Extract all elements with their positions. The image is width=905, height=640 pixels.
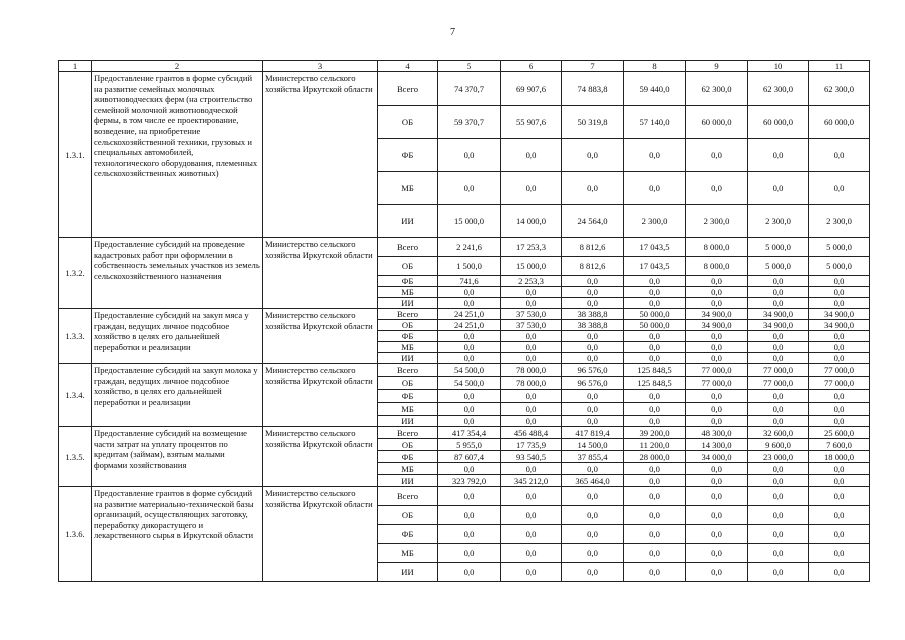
amount-cell: 0,0 — [809, 463, 870, 475]
funding-source: ИИ — [378, 416, 438, 427]
amount-cell: 28 000,0 — [624, 451, 686, 463]
amount-cell: 50 000,0 — [624, 309, 686, 320]
amount-cell: 8 000,0 — [686, 238, 748, 257]
amount-cell: 0,0 — [748, 463, 809, 475]
amount-cell: 0,0 — [438, 487, 501, 506]
amount-cell: 0,0 — [686, 298, 748, 309]
amount-cell: 2 300,0 — [686, 205, 748, 238]
amount-cell: 0,0 — [562, 544, 624, 563]
col-header: 1 — [59, 61, 92, 72]
funding-source: МБ — [378, 544, 438, 563]
amount-cell: 37 855,4 — [562, 451, 624, 463]
amount-cell: 96 576,0 — [562, 364, 624, 377]
col-header: 3 — [263, 61, 378, 72]
item-code: 1.3.6. — [59, 487, 92, 582]
amount-cell: 0,0 — [686, 525, 748, 544]
item-executor: Министерство сельского хозяйства Иркутской области — [263, 309, 378, 364]
funding-source: МБ — [378, 463, 438, 475]
funding-source: ОБ — [378, 506, 438, 525]
amount-cell: 62 300,0 — [686, 72, 748, 106]
funding-source: ФБ — [378, 276, 438, 287]
funding-source: ФБ — [378, 331, 438, 342]
amount-cell: 0,0 — [686, 487, 748, 506]
amount-cell: 60 000,0 — [686, 106, 748, 139]
col-header: 11 — [809, 61, 870, 72]
amount-cell: 0,0 — [624, 276, 686, 287]
funding-source: ИИ — [378, 298, 438, 309]
amount-cell: 0,0 — [624, 475, 686, 487]
amount-cell: 5 000,0 — [809, 238, 870, 257]
amount-cell: 0,0 — [624, 342, 686, 353]
amount-cell: 0,0 — [809, 487, 870, 506]
amount-cell: 34 900,0 — [686, 320, 748, 331]
amount-cell: 0,0 — [686, 172, 748, 205]
amount-cell: 24 251,0 — [438, 309, 501, 320]
amount-cell: 345 212,0 — [501, 475, 562, 487]
amount-cell: 0,0 — [809, 416, 870, 427]
amount-cell: 0,0 — [562, 390, 624, 403]
page-number: 7 — [450, 27, 455, 38]
item-executor: Министерство сельского хозяйства Иркутской области — [263, 238, 378, 309]
amount-cell: 0,0 — [501, 390, 562, 403]
table-row — [59, 309, 870, 320]
amount-cell: 50 000,0 — [624, 320, 686, 331]
amount-cell: 34 900,0 — [686, 309, 748, 320]
amount-cell: 7 600,0 — [809, 439, 870, 451]
amount-cell: 0,0 — [748, 390, 809, 403]
funding-source: Всего — [378, 72, 438, 106]
col-header: 10 — [748, 61, 809, 72]
item-name: Предоставление грантов в форме субсидий на развитие материально-технической базы организаций, осуществляющих заготовку, переработку дикорастущего и лекарственного сырья в Иркутской области — [92, 487, 263, 582]
amount-cell: 38 388,8 — [562, 320, 624, 331]
amount-cell: 62 300,0 — [748, 72, 809, 106]
amount-cell: 34 900,0 — [748, 309, 809, 320]
amount-cell: 0,0 — [501, 298, 562, 309]
funding-source: ИИ — [378, 353, 438, 364]
amount-cell: 0,0 — [809, 525, 870, 544]
amount-cell: 0,0 — [748, 353, 809, 364]
amount-cell: 0,0 — [501, 172, 562, 205]
amount-cell: 0,0 — [501, 506, 562, 525]
amount-cell: 0,0 — [686, 139, 748, 172]
amount-cell: 0,0 — [809, 475, 870, 487]
amount-cell: 0,0 — [624, 487, 686, 506]
amount-cell: 0,0 — [748, 544, 809, 563]
funding-source: Всего — [378, 487, 438, 506]
amount-cell: 78 000,0 — [501, 364, 562, 377]
amount-cell: 2 241,6 — [438, 238, 501, 257]
amount-cell: 125 848,5 — [624, 377, 686, 390]
item-name: Предоставление субсидий на проведение кадастровых работ при оформлении в собственность земельных участков из земель сельскохозяйственного назначения — [92, 238, 263, 309]
amount-cell: 0,0 — [809, 563, 870, 582]
item-executor: Министерство сельского хозяйства Иркутской области — [263, 72, 378, 238]
amount-cell: 54 500,0 — [438, 364, 501, 377]
amount-cell: 0,0 — [438, 353, 501, 364]
amount-cell: 0,0 — [809, 353, 870, 364]
amount-cell: 0,0 — [438, 416, 501, 427]
col-header: 7 — [562, 61, 624, 72]
amount-cell: 5 955,0 — [438, 439, 501, 451]
amount-cell: 0,0 — [562, 403, 624, 416]
item-code: 1.3.5. — [59, 427, 92, 487]
amount-cell: 0,0 — [748, 487, 809, 506]
funding-source: МБ — [378, 342, 438, 353]
amount-cell: 93 540,5 — [501, 451, 562, 463]
amount-cell: 96 576,0 — [562, 377, 624, 390]
amount-cell: 77 000,0 — [686, 377, 748, 390]
col-header: 9 — [686, 61, 748, 72]
amount-cell: 34 900,0 — [809, 320, 870, 331]
funding-source: Всего — [378, 427, 438, 439]
amount-cell: 14 000,0 — [501, 205, 562, 238]
col-header: 4 — [378, 61, 438, 72]
amount-cell: 0,0 — [438, 287, 501, 298]
amount-cell: 0,0 — [809, 172, 870, 205]
col-header: 6 — [501, 61, 562, 72]
funding-source: ФБ — [378, 390, 438, 403]
amount-cell: 0,0 — [438, 172, 501, 205]
amount-cell: 0,0 — [686, 416, 748, 427]
amount-cell: 37 530,0 — [501, 320, 562, 331]
funding-source: Всего — [378, 309, 438, 320]
item-executor: Министерство сельского хозяйства Иркутской области — [263, 427, 378, 487]
amount-cell: 2 300,0 — [748, 205, 809, 238]
item-code: 1.3.2. — [59, 238, 92, 309]
amount-cell: 456 488,4 — [501, 427, 562, 439]
amount-cell: 0,0 — [562, 487, 624, 506]
amount-cell: 0,0 — [686, 403, 748, 416]
item-name: Предоставление субсидий на закуп молока у граждан, ведущих личное подсобное хозяйство, в целях его дальнейшей переработки и реализации — [92, 364, 263, 427]
amount-cell: 2 253,3 — [501, 276, 562, 287]
amount-cell: 0,0 — [624, 331, 686, 342]
funding-source: Всего — [378, 238, 438, 257]
amount-cell: 8 000,0 — [686, 257, 748, 276]
amount-cell: 54 500,0 — [438, 377, 501, 390]
program-table — [58, 60, 870, 582]
amount-cell: 0,0 — [748, 342, 809, 353]
funding-source: МБ — [378, 403, 438, 416]
amount-cell: 60 000,0 — [748, 106, 809, 139]
amount-cell: 0,0 — [624, 506, 686, 525]
amount-cell: 24 251,0 — [438, 320, 501, 331]
funding-source: ФБ — [378, 525, 438, 544]
funding-source: ФБ — [378, 451, 438, 463]
item-code: 1.3.4. — [59, 364, 92, 427]
amount-cell: 8 812,6 — [562, 238, 624, 257]
funding-source: ФБ — [378, 139, 438, 172]
amount-cell: 0,0 — [809, 331, 870, 342]
amount-cell: 32 600,0 — [748, 427, 809, 439]
col-header: 2 — [92, 61, 263, 72]
amount-cell: 1 500,0 — [438, 257, 501, 276]
amount-cell: 60 000,0 — [809, 106, 870, 139]
amount-cell: 0,0 — [748, 276, 809, 287]
amount-cell: 0,0 — [501, 525, 562, 544]
amount-cell: 0,0 — [748, 403, 809, 416]
amount-cell: 24 564,0 — [562, 205, 624, 238]
funding-source: МБ — [378, 287, 438, 298]
amount-cell: 0,0 — [686, 276, 748, 287]
amount-cell: 0,0 — [686, 475, 748, 487]
amount-cell: 0,0 — [624, 353, 686, 364]
amount-cell: 34 900,0 — [748, 320, 809, 331]
amount-cell: 0,0 — [686, 506, 748, 525]
amount-cell: 0,0 — [438, 544, 501, 563]
amount-cell: 0,0 — [501, 139, 562, 172]
col-header: 8 — [624, 61, 686, 72]
amount-cell: 0,0 — [438, 563, 501, 582]
funding-source: ОБ — [378, 106, 438, 139]
amount-cell: 0,0 — [686, 563, 748, 582]
amount-cell: 0,0 — [501, 416, 562, 427]
amount-cell: 8 812,6 — [562, 257, 624, 276]
amount-cell: 0,0 — [809, 506, 870, 525]
amount-cell: 62 300,0 — [809, 72, 870, 106]
amount-cell: 5 000,0 — [748, 238, 809, 257]
amount-cell: 0,0 — [562, 287, 624, 298]
amount-cell: 0,0 — [438, 506, 501, 525]
amount-cell: 0,0 — [686, 463, 748, 475]
amount-cell: 0,0 — [624, 525, 686, 544]
amount-cell: 77 000,0 — [748, 364, 809, 377]
item-name: Предоставление субсидий на возмещение части затрат на уплату процентов по кредитам (займам), взятым малыми формами хозяйствования — [92, 427, 263, 487]
amount-cell: 25 600,0 — [809, 427, 870, 439]
amount-cell: 0,0 — [686, 544, 748, 563]
amount-cell: 0,0 — [562, 331, 624, 342]
funding-source: ОБ — [378, 439, 438, 451]
amount-cell: 0,0 — [809, 287, 870, 298]
amount-cell: 0,0 — [748, 172, 809, 205]
amount-cell: 0,0 — [686, 353, 748, 364]
amount-cell: 87 607,4 — [438, 451, 501, 463]
item-name: Предоставление грантов в форме субсидий на развитие семейных молочных животноводческих ферм (на строительство семейной молочной животноводческой фермы, в том числе ее проектирование, возведение, на приобретение сельскохозяйственной техники, грузовых и специальных автомобилей, технологического оборудования, племенных сельскохозяйственных животных) — [92, 72, 263, 238]
amount-cell: 0,0 — [501, 563, 562, 582]
amount-cell: 34 900,0 — [809, 309, 870, 320]
amount-cell: 0,0 — [809, 342, 870, 353]
amount-cell: 38 388,8 — [562, 309, 624, 320]
amount-cell: 39 200,0 — [624, 427, 686, 439]
amount-cell: 0,0 — [562, 276, 624, 287]
amount-cell: 417 354,4 — [438, 427, 501, 439]
amount-cell: 0,0 — [624, 390, 686, 403]
amount-cell: 55 907,6 — [501, 106, 562, 139]
amount-cell: 0,0 — [624, 139, 686, 172]
amount-cell: 17 253,3 — [501, 238, 562, 257]
amount-cell: 0,0 — [501, 544, 562, 563]
amount-cell: 50 319,8 — [562, 106, 624, 139]
amount-cell: 0,0 — [624, 403, 686, 416]
amount-cell: 0,0 — [624, 544, 686, 563]
amount-cell: 17 043,5 — [624, 238, 686, 257]
amount-cell: 0,0 — [501, 331, 562, 342]
amount-cell: 0,0 — [624, 172, 686, 205]
amount-cell: 48 300,0 — [686, 427, 748, 439]
amount-cell: 0,0 — [686, 390, 748, 403]
amount-cell: 77 000,0 — [809, 364, 870, 377]
amount-cell: 0,0 — [562, 563, 624, 582]
amount-cell: 18 000,0 — [809, 451, 870, 463]
amount-cell: 0,0 — [686, 342, 748, 353]
amount-cell: 14 300,0 — [686, 439, 748, 451]
amount-cell: 0,0 — [501, 287, 562, 298]
amount-cell: 15 000,0 — [438, 205, 501, 238]
amount-cell: 0,0 — [624, 563, 686, 582]
amount-cell: 0,0 — [562, 416, 624, 427]
item-name: Предоставление субсидий на закуп мяса у граждан, ведущих личное подсобное хозяйство в целях его дальнейшей переработки и реализации — [92, 309, 263, 364]
amount-cell: 74 883,8 — [562, 72, 624, 106]
amount-cell: 0,0 — [809, 139, 870, 172]
amount-cell: 0,0 — [438, 403, 501, 416]
amount-cell: 37 530,0 — [501, 309, 562, 320]
col-header: 5 — [438, 61, 501, 72]
amount-cell: 0,0 — [809, 544, 870, 563]
amount-cell: 0,0 — [809, 390, 870, 403]
amount-cell: 2 300,0 — [809, 205, 870, 238]
amount-cell: 0,0 — [624, 463, 686, 475]
amount-cell: 0,0 — [809, 298, 870, 309]
header-row — [59, 61, 870, 72]
amount-cell: 0,0 — [686, 331, 748, 342]
amount-cell: 0,0 — [562, 139, 624, 172]
amount-cell: 74 370,7 — [438, 72, 501, 106]
amount-cell: 417 819,4 — [562, 427, 624, 439]
amount-cell: 0,0 — [748, 416, 809, 427]
amount-cell: 0,0 — [438, 390, 501, 403]
amount-cell: 17 043,5 — [624, 257, 686, 276]
amount-cell: 0,0 — [438, 139, 501, 172]
amount-cell: 59 370,7 — [438, 106, 501, 139]
amount-cell: 11 200,0 — [624, 439, 686, 451]
amount-cell: 0,0 — [809, 276, 870, 287]
amount-cell: 78 000,0 — [501, 377, 562, 390]
amount-cell: 59 440,0 — [624, 72, 686, 106]
amount-cell: 0,0 — [562, 525, 624, 544]
item-code: 1.3.1. — [59, 72, 92, 238]
funding-source: ОБ — [378, 257, 438, 276]
amount-cell: 77 000,0 — [748, 377, 809, 390]
amount-cell: 2 300,0 — [624, 205, 686, 238]
amount-cell: 0,0 — [624, 416, 686, 427]
amount-cell: 0,0 — [438, 331, 501, 342]
funding-source: Всего — [378, 364, 438, 377]
amount-cell: 57 140,0 — [624, 106, 686, 139]
amount-cell: 0,0 — [501, 463, 562, 475]
amount-cell: 0,0 — [748, 475, 809, 487]
amount-cell: 5 000,0 — [748, 257, 809, 276]
amount-cell: 0,0 — [562, 506, 624, 525]
amount-cell: 0,0 — [624, 298, 686, 309]
amount-cell: 323 792,0 — [438, 475, 501, 487]
table-row — [59, 238, 870, 257]
amount-cell: 0,0 — [501, 342, 562, 353]
table-row — [59, 364, 870, 377]
item-executor: Министерство сельского хозяйства Иркутской области — [263, 364, 378, 427]
amount-cell: 0,0 — [686, 287, 748, 298]
amount-cell: 0,0 — [748, 563, 809, 582]
amount-cell: 0,0 — [562, 298, 624, 309]
funding-source: ИИ — [378, 475, 438, 487]
amount-cell: 0,0 — [562, 172, 624, 205]
amount-cell: 0,0 — [562, 353, 624, 364]
amount-cell: 0,0 — [748, 506, 809, 525]
amount-cell: 0,0 — [438, 298, 501, 309]
amount-cell: 0,0 — [438, 342, 501, 353]
amount-cell: 0,0 — [438, 463, 501, 475]
amount-cell: 15 000,0 — [501, 257, 562, 276]
table-row — [59, 72, 870, 106]
funding-source: ИИ — [378, 205, 438, 238]
amount-cell: 0,0 — [562, 463, 624, 475]
amount-cell: 125 848,5 — [624, 364, 686, 377]
table-row — [59, 487, 870, 506]
amount-cell: 0,0 — [748, 287, 809, 298]
amount-cell: 0,0 — [809, 403, 870, 416]
amount-cell: 365 464,0 — [562, 475, 624, 487]
amount-cell: 0,0 — [748, 298, 809, 309]
funding-source: МБ — [378, 172, 438, 205]
amount-cell: 69 907,6 — [501, 72, 562, 106]
amount-cell: 34 000,0 — [686, 451, 748, 463]
amount-cell: 0,0 — [438, 525, 501, 544]
funding-source: ОБ — [378, 320, 438, 331]
funding-source: ИИ — [378, 563, 438, 582]
amount-cell: 0,0 — [501, 353, 562, 364]
amount-cell: 0,0 — [624, 287, 686, 298]
amount-cell: 0,0 — [501, 487, 562, 506]
funding-source: ОБ — [378, 377, 438, 390]
amount-cell: 23 000,0 — [748, 451, 809, 463]
amount-cell: 0,0 — [562, 342, 624, 353]
amount-cell: 5 000,0 — [809, 257, 870, 276]
amount-cell: 0,0 — [748, 139, 809, 172]
amount-cell: 741,6 — [438, 276, 501, 287]
amount-cell: 17 735,9 — [501, 439, 562, 451]
item-code: 1.3.3. — [59, 309, 92, 364]
table-row — [59, 427, 870, 439]
item-executor: Министерство сельского хозяйства Иркутской области — [263, 487, 378, 582]
amount-cell: 77 000,0 — [809, 377, 870, 390]
amount-cell: 0,0 — [748, 525, 809, 544]
amount-cell: 0,0 — [748, 331, 809, 342]
amount-cell: 9 600,0 — [748, 439, 809, 451]
amount-cell: 14 500,0 — [562, 439, 624, 451]
amount-cell: 77 000,0 — [686, 364, 748, 377]
amount-cell: 0,0 — [501, 403, 562, 416]
